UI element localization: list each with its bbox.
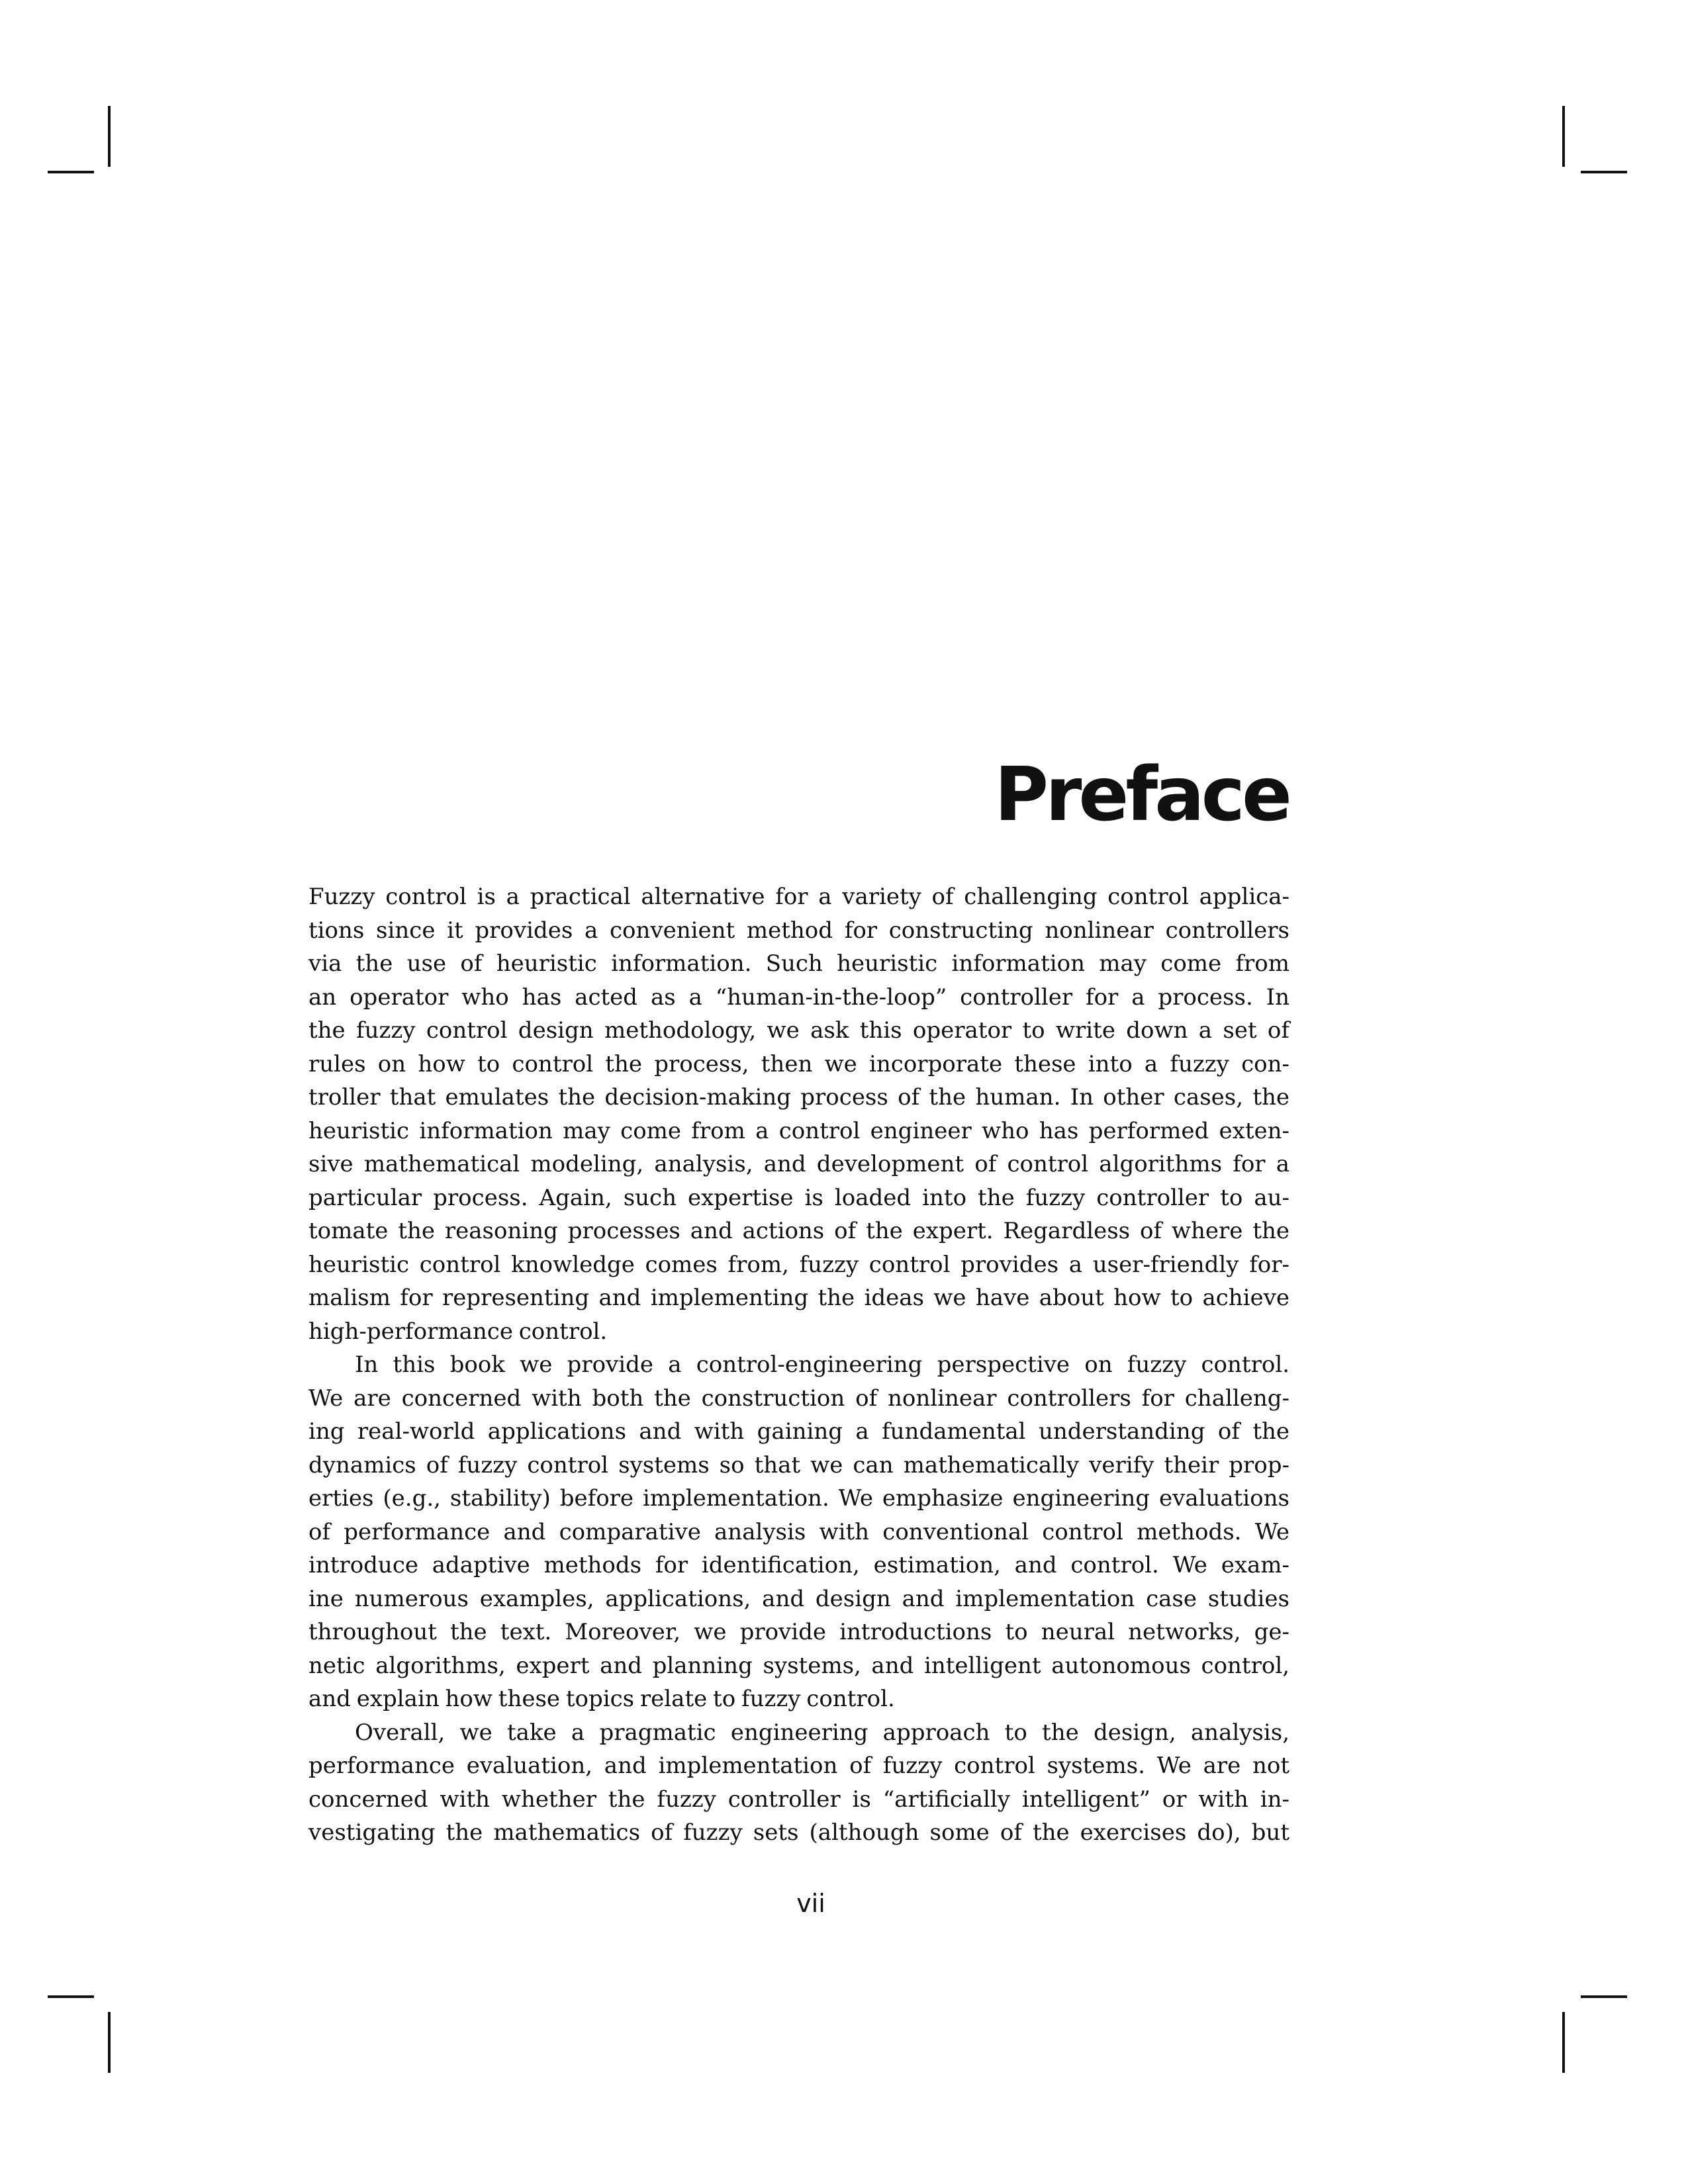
text-line: an operator who has acted as a “human-in-the-loop” controller for a process. In: [308, 983, 1289, 1011]
crop-mark-bottom-left-horizontal: [48, 1995, 94, 1998]
text-line: throughout the text. Moreover, we provide introductions to neural networks, ge-: [308, 1619, 1289, 1645]
text-line: vestigating the mathematics of fuzzy sets (although some of the exercises do), but: [308, 1819, 1289, 1846]
text-line: ing real-world applications and with gaining a fundamental understanding of the: [308, 1418, 1289, 1445]
page-title: Preface: [994, 752, 1289, 838]
text-line: performance evaluation, and implementation of fuzzy control systems. We are not: [308, 1752, 1289, 1779]
text-line: In this book we provide a control-engineering perspective on fuzzy control.: [355, 1351, 1289, 1378]
text-line: sive mathematical modeling, analysis, and development of control algorithms for a: [308, 1151, 1289, 1177]
text-line: introduce adaptive methods for identification, estimation, and control. We exam-: [308, 1552, 1289, 1578]
crop-mark-top-right-vertical: [1562, 106, 1565, 167]
text-line: troller that emulates the decision-making process of the human. In other cases, the: [308, 1084, 1289, 1111]
crop-mark-top-left-horizontal: [48, 171, 94, 173]
crop-mark-top-left-vertical: [108, 106, 111, 167]
crop-mark-bottom-right-vertical: [1562, 2012, 1565, 2073]
text-line: heuristic control knowledge comes from, fuzzy control provides a user-friendly for-: [308, 1251, 1289, 1278]
text-line: Overall, we take a pragmatic engineering approach to the design, analysis,: [355, 1719, 1289, 1746]
crop-mark-bottom-right-horizontal: [1581, 1995, 1627, 1998]
text-line: rules on how to control the process, then we incorporate these into a fuzzy con-: [308, 1050, 1289, 1077]
paragraph: [308, 1348, 1289, 1716]
text-line: heuristic information may come from a control engineer who has performed exten-: [308, 1117, 1289, 1144]
crop-mark-bottom-left-vertical: [108, 2012, 111, 2073]
crop-mark-top-right-horizontal: [1581, 171, 1627, 173]
text-line: dynamics of fuzzy control systems so that we can mathematically verify their prop-: [308, 1451, 1289, 1479]
text-line: erties (e.g., stability) before implementation. We emphasize engineering evaluations: [308, 1485, 1289, 1512]
text-line: We are concerned with both the construction of nonlinear controllers for challeng-: [308, 1385, 1289, 1412]
text-line: ine numerous examples, applications, and design and implementation case studies: [308, 1585, 1289, 1612]
paragraph: [308, 880, 1289, 1348]
text-line: via the use of heuristic information. Such heuristic information may come from: [308, 950, 1289, 977]
text-line: malism for representing and implementing the ideas we have about how to achieve: [308, 1285, 1289, 1311]
text-line: and explain how these topics relate to fuzzy control.: [308, 1686, 895, 1712]
text-line: high-performance control.: [308, 1318, 608, 1345]
paragraph: [308, 1716, 1289, 1850]
text-line: netic algorithms, expert and planning systems, and intelligent autonomous control,: [308, 1652, 1289, 1679]
text-line: particular process. Again, such expertise is loaded into the fuzzy controller to au-: [308, 1184, 1289, 1211]
page-number: vii: [796, 1889, 825, 1918]
text-line: tomate the reasoning processes and actions of the expert. Regardless of where the: [308, 1218, 1289, 1244]
text-line: of performance and comparative analysis with conventional control methods. We: [308, 1518, 1289, 1545]
text-line: concerned with whether the fuzzy controller is “artificially intelligent” or with in-: [308, 1786, 1289, 1813]
text-line: the fuzzy control design methodology, we ask this operator to write down a set of: [308, 1017, 1289, 1044]
text-line: Fuzzy control is a practical alternative for a variety of challenging control applica-: [308, 884, 1289, 910]
text-line: tions since it provides a convenient method for constructing nonlinear controllers: [308, 917, 1289, 944]
body-text: [308, 880, 1289, 1850]
